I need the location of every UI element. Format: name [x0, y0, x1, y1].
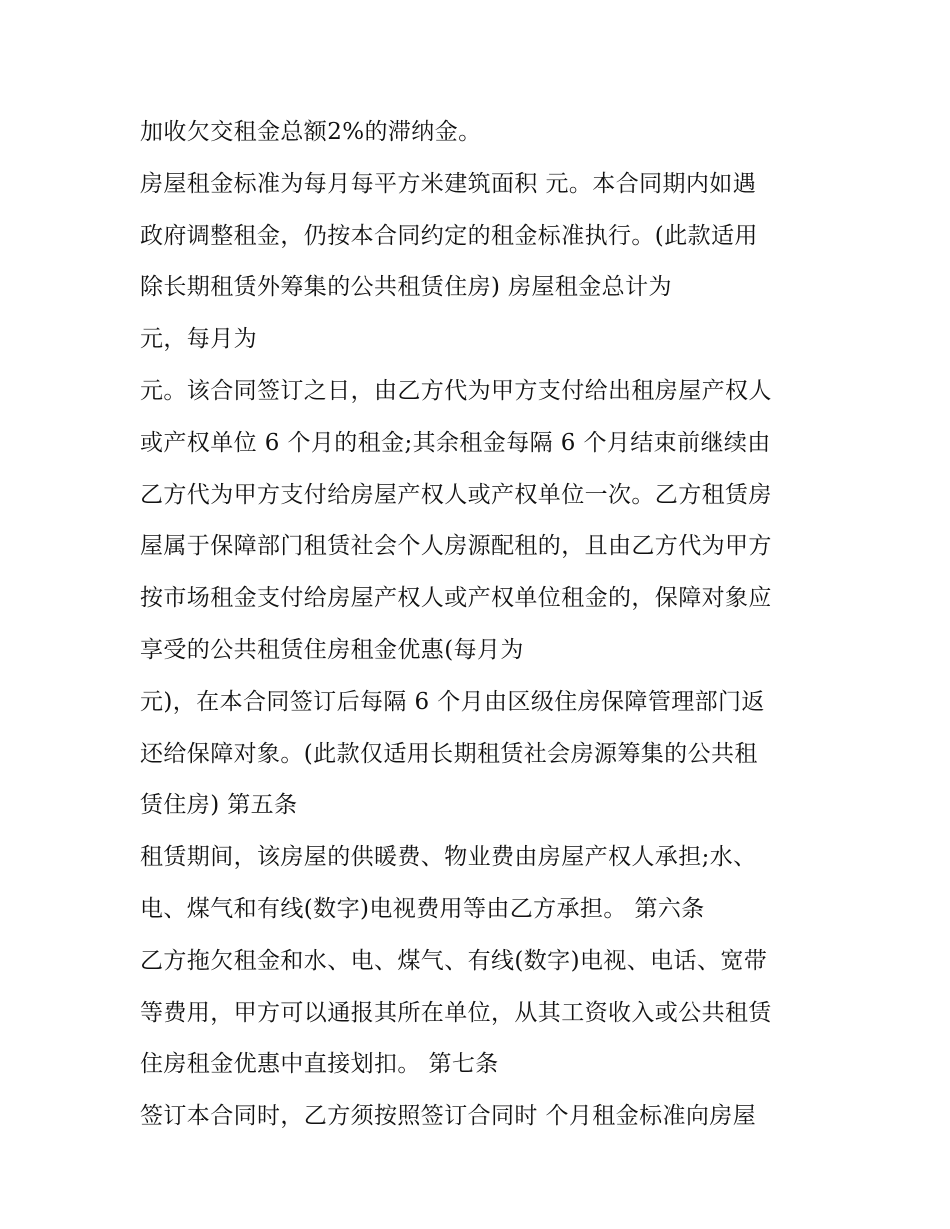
text-line: 或产权单位 6 个月的租金;其余租金每隔 6 个月结束前继续由	[140, 429, 771, 456]
text-line: 赁住房) 第五条	[140, 792, 298, 819]
text-line: 房屋租金标准为每月每平方米建筑面积 元。本合同期内如遇	[140, 170, 757, 197]
text-line: 住房租金优惠中直接划扣。 第七条	[140, 1051, 499, 1078]
text-line: 等费用，甲方可以通报其所在单位，从其工资收入或公共租赁	[140, 999, 772, 1026]
text-line: 按市场租金支付给房屋产权人或产权单位租金的，保障对象应	[140, 585, 772, 612]
text-line: 电、煤气和有线(数字)电视费用等由乙方承担。 第六条	[140, 895, 705, 922]
text-line: 元。该合同签订之日，由乙方代为甲方支付给出租房屋产权人	[140, 377, 772, 404]
text-line: 加收欠交租金总额2%的滞纳金。	[140, 119, 482, 145]
text-line: 享受的公共租赁住房租金优惠(每月为	[140, 636, 524, 663]
text-line: 还给保障对象。(此款仅适用长期租赁社会房源筹集的公共租	[140, 740, 758, 767]
text-line: 政府调整租金，仍按本合同约定的租金标准执行。(此款适用	[140, 222, 758, 249]
text-line: 租赁期间，该房屋的供暖费、物业费由房屋产权人承担;水、	[140, 844, 757, 871]
text-line: 乙方代为甲方支付给房屋产权人或产权单位一次。乙方租赁房	[140, 481, 772, 508]
text-line: 屋属于保障部门租赁社会个人房源配租的，且由乙方代为甲方	[140, 533, 772, 560]
text-line: 除长期租赁外筹集的公共租赁住房) 房屋租金总计为	[140, 274, 672, 301]
text-line: 元，每月为	[140, 326, 257, 353]
contract-text-body	[140, 107, 840, 1143]
text-line: 签订本合同时，乙方须按照签订合同时 个月租金标准向房屋	[140, 1103, 757, 1130]
text-line: 元)，在本合同签订后每隔 6 个月由区级住房保障管理部门返	[140, 688, 765, 715]
text-line: 乙方拖欠租金和水、电、煤气、有线(数字)电视、电话、宽带	[140, 947, 768, 974]
